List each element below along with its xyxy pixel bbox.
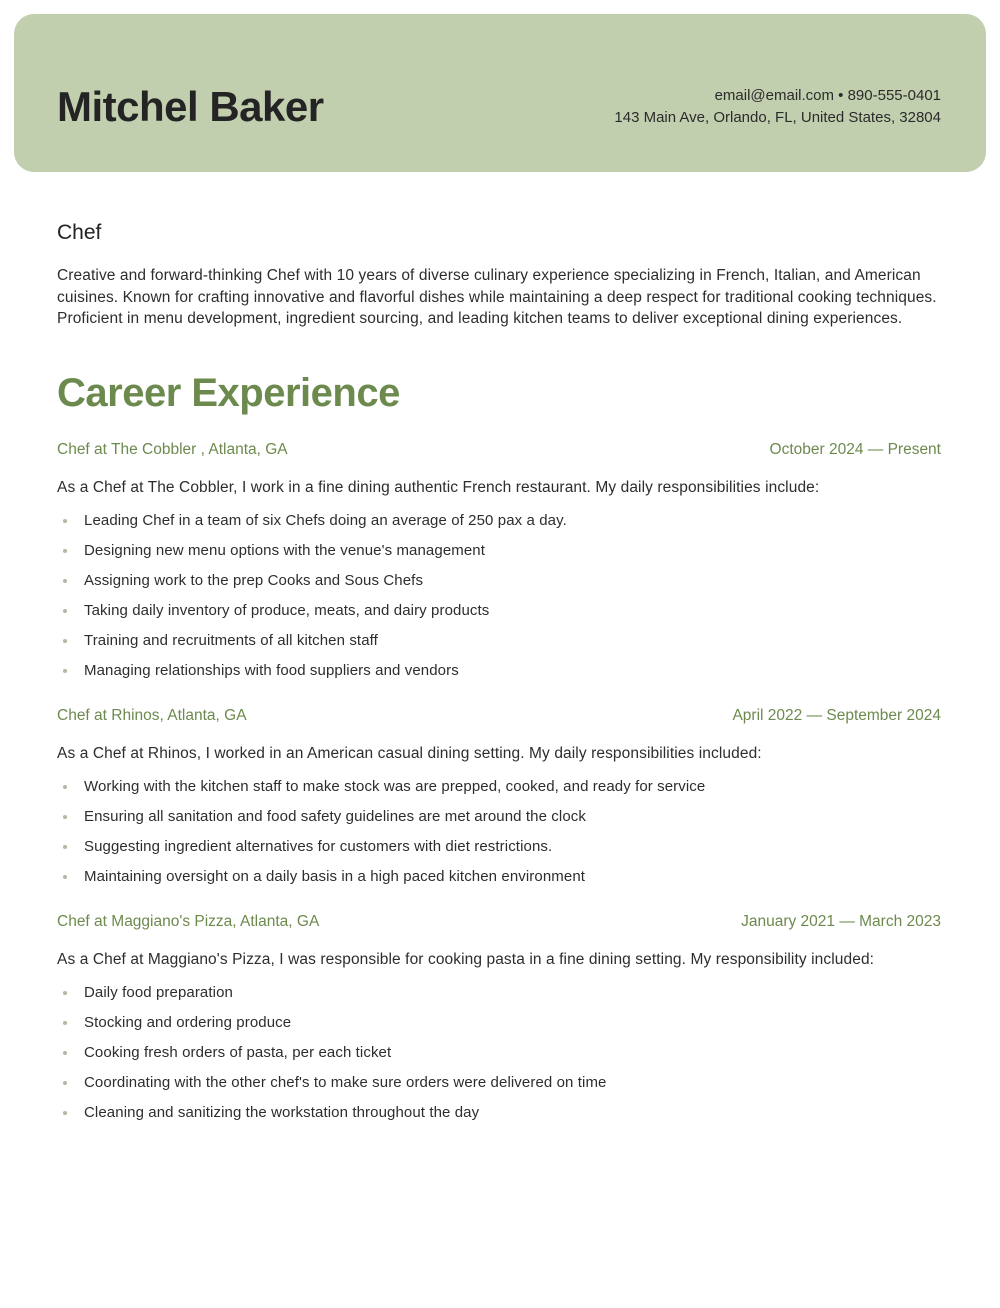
resume-page (0, 14, 1000, 1124)
resume-body (0, 220, 1000, 1124)
contact-line-email-phone: email@email.com • 890-555-0401 (714, 87, 941, 104)
bullet-dot-icon (63, 519, 67, 523)
job-bullet-item (57, 836, 941, 858)
bullet-text: Cooking fresh orders of pasta, per each ticket (84, 1044, 392, 1061)
bullet-text: Managing relationships with food suppliers and vendors (84, 662, 459, 679)
job-title: Chef at The Cobbler , Atlanta, GA (57, 440, 288, 458)
bullet-text: Taking daily inventory of produce, meats, and dairy products (84, 602, 490, 619)
bullet-text: Ensuring all sanitation and food safety guidelines are met around the clock (84, 808, 586, 825)
bullet-dot-icon (63, 1021, 67, 1025)
bullet-text: Designing new menu options with the venue's management (84, 542, 486, 559)
job-intro: As a Chef at The Cobbler, I work in a fine dining authentic French restaurant. My daily responsibilities include: (57, 478, 820, 496)
job-bullet-item (57, 806, 941, 828)
bullet-dot-icon (63, 991, 67, 995)
bullet-text: Training and recruitments of all kitchen staff (84, 632, 378, 649)
job-bullet-item (57, 866, 941, 888)
bullet-dot-icon (63, 1111, 67, 1115)
job-bullet-item (57, 570, 941, 592)
bullet-dot-icon (63, 845, 67, 849)
job-intro: As a Chef at Rhinos, I worked in an American casual dining setting. My daily responsibilities included: (57, 744, 762, 762)
job-dates: April 2022 — September 2024 (732, 706, 941, 724)
career-section (57, 370, 941, 1124)
job-entry (57, 439, 941, 682)
bullet-dot-icon (63, 669, 67, 673)
job-bullet-item (57, 776, 941, 798)
job-bullet-item (57, 510, 941, 532)
job-bullets (57, 510, 941, 682)
job-intro: As a Chef at Maggiano's Pizza, I was responsible for cooking pasta in a fine dining setting. My responsibility included: (57, 950, 875, 968)
bullet-text: Working with the kitchen staff to make stock was are prepped, cooked, and ready for service (84, 778, 706, 795)
job-entry (57, 911, 941, 1124)
bullet-dot-icon (63, 1081, 67, 1085)
resume-header (14, 14, 986, 172)
profile-section (57, 220, 941, 330)
job-bullet-item (57, 1012, 941, 1034)
job-header-row (57, 911, 941, 933)
bullet-text: Cleaning and sanitizing the workstation throughout the day (84, 1104, 480, 1121)
job-bullets (57, 982, 941, 1124)
job-bullet-item (57, 1072, 941, 1094)
job-bullet-item (57, 600, 941, 622)
contact-info (614, 85, 941, 129)
bullet-dot-icon (63, 639, 67, 643)
bullet-text: Assigning work to the prep Cooks and Sous Chefs (84, 572, 424, 589)
bullet-dot-icon (63, 875, 67, 879)
job-bullet-item (57, 982, 941, 1004)
bullet-text: Coordinating with the other chef's to make sure orders were delivered on time (84, 1074, 607, 1091)
profile-job-title: Chef (57, 221, 102, 244)
bullet-dot-icon (63, 609, 67, 613)
bullet-dot-icon (63, 579, 67, 583)
career-heading: Career Experience (57, 370, 400, 415)
job-bullet-item (57, 540, 941, 562)
job-title: Chef at Maggiano's Pizza, Atlanta, GA (57, 912, 320, 930)
bullet-text: Stocking and ordering produce (84, 1014, 292, 1031)
bullet-text: Suggesting ingredient alternatives for customers with diet restrictions. (84, 838, 553, 855)
job-bullet-item (57, 660, 941, 682)
jobs-list (57, 439, 941, 1124)
contact-line-address: 143 Main Ave, Orlando, FL, United States, 32804 (614, 109, 941, 126)
job-header-row (57, 705, 941, 727)
job-bullet-item (57, 630, 941, 652)
job-dates: October 2024 — Present (769, 440, 941, 458)
job-header-row (57, 439, 941, 461)
bullet-dot-icon (63, 785, 67, 789)
bullet-text: Leading Chef in a team of six Chefs doing an average of 250 pax a day. (84, 512, 567, 529)
bullet-text: Daily food preparation (84, 984, 233, 1001)
job-bullets (57, 776, 941, 888)
candidate-name: Mitchel Baker (57, 82, 324, 130)
job-dates: January 2021 — March 2023 (741, 912, 941, 930)
bullet-dot-icon (63, 549, 67, 553)
job-bullet-item (57, 1042, 941, 1064)
job-title: Chef at Rhinos, Atlanta, GA (57, 706, 247, 724)
job-entry (57, 705, 941, 888)
bullet-dot-icon (63, 815, 67, 819)
profile-summary: Creative and forward-thinking Chef with 10 years of diverse culinary experience specializing in French, Italian, and American cuisines. Known for crafting innovative and flavorful dishes while maintaining a deep respect for traditional cooking techniques. Proficient in menu development, ingredient sourcing, and leading kitchen teams to deliver exceptional dining experiences. (57, 267, 937, 327)
bullet-dot-icon (63, 1051, 67, 1055)
bullet-text: Maintaining oversight on a daily basis in a high paced kitchen environment (84, 868, 586, 885)
job-bullet-item (57, 1102, 941, 1124)
